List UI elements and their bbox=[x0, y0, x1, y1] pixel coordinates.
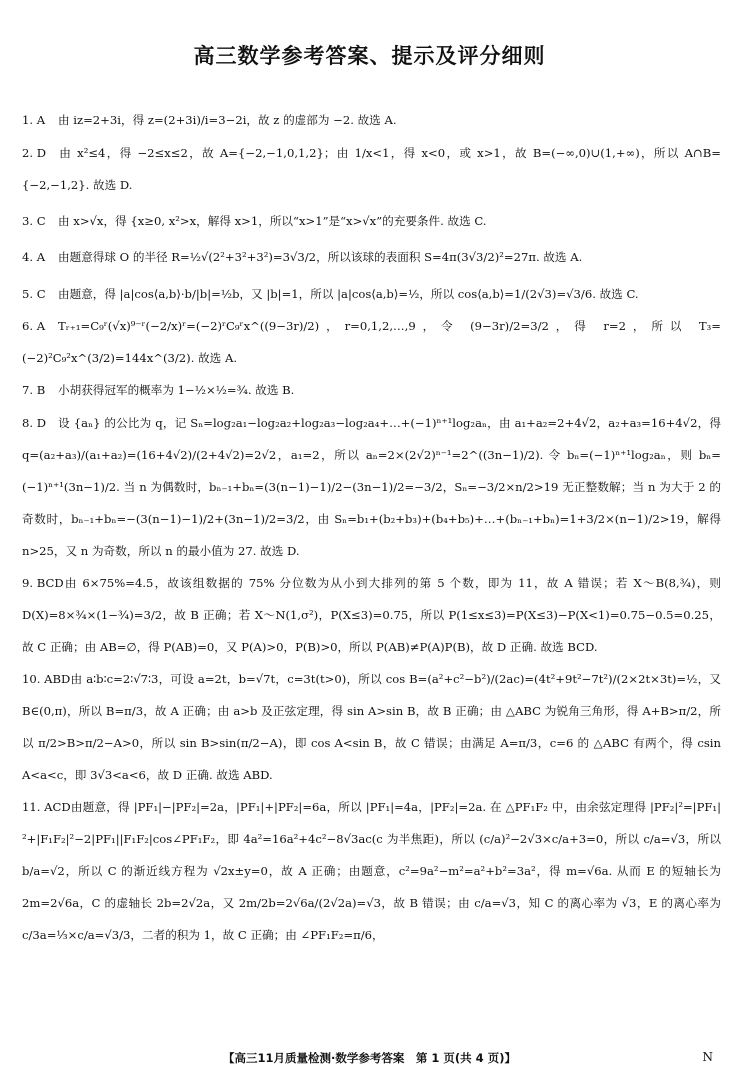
answer-item-5 bbox=[22, 278, 721, 311]
answer-number: 6. A bbox=[22, 319, 46, 333]
answer-text: 由 x>√x，得 {x≥0, x²>x，解得 x>1，所以“x>1”是“x>√x”的充要条件. 故选 C. bbox=[58, 213, 487, 228]
answer-text: 由题意得球 O 的半径 R=½√(2²+3²+3²)=3√3/2，所以该球的表面积 S=4π(3√3/2)²=27π. 故选 A. bbox=[58, 250, 583, 264]
answer-text: Tᵣ₊₁=C₉ʳ(√x)⁹⁻ʳ(−2/x)ʳ=(−2)ʳC₉ʳx^((9−3r)/2)，r=0,1,2,…,9，令 (9−3r)/2=3/2，得 r=2，所以 T₃=(−2)²C₉²x^(3/2)=144x^(3/2). 故选 A. bbox=[22, 319, 721, 365]
answer-number: 7. B bbox=[22, 383, 46, 397]
page-title: 高三数学参考答案、提示及评分细则 bbox=[193, 44, 546, 68]
answer-text: 设 {aₙ} 的公比为 q，记 Sₙ=log₂a₁−log₂a₂+log₂a₃−log₂a₄+…+(−1)ⁿ⁺¹log₂aₙ，由 a₁+a₂=2+4√2，a₂+a₃=16+4√2，得 q=(a₂+a₃)/(a₁+a₂)=(16+4√2)/(2+4√2)=2√2，a₁=2，所以 aₙ=2×(2√2)ⁿ⁻¹=2^((3n−1)/2). 令 bₙ=(−1)ⁿ⁺¹log₂aₙ，则 bₙ=(−1)ⁿ⁺¹(3n−1)/2. 当 n 为偶数时，bₙ₋₁+bₙ=(3(n−1)−1)/2−(3n−1)/2=−3/2，Sₙ=−3/2×n/2>19 无正整数解；当 n 为大于 2 的奇数时，bₙ₋₁+bₙ=−(3(n−1)−1)/2+(3n−1)/2=3/2，由 Sₙ=b₁+(b₂+b₃)+(b₄+b₅)+…+(bₙ₋₁+bₙ)=1+3/2×(n−1)/2>19，解得 n>25，又 n 为奇数，所以 n 的最小值为 27. 故选 D. bbox=[22, 415, 721, 558]
answer-number: 3. C bbox=[22, 213, 46, 228]
answer-item-11 bbox=[22, 791, 721, 951]
answer-item-7 bbox=[22, 374, 721, 407]
answer-number: 8. D bbox=[22, 415, 47, 430]
page-footer: 【高三11月质量检测·数学参考答案 第 1 页(共 4 页)】 bbox=[223, 1051, 516, 1065]
answer-item-2 bbox=[22, 137, 721, 201]
answer-text: 由 6×75%=4.5，故该组数据的 75% 分位数为从小到大排列的第 5 个数，即为 11，故 A 错误；若 X～B(8,¾)，则 D(X)=8×¾×(1−¾)=3/2，故 B 正确；若 X～N(1,σ²)，P(X≤3)=0.75，所以 P(1≤x≤3)=P(X≤3)−P(X<1)=0.75−0.5=0.25，故 C 正确；由 AB=∅，得 P(AB)=0，又 P(A)>0，P(B)>0，所以 P(AB)≠P(A)P(B)，故 D 正确. 故选 BCD. bbox=[22, 575, 721, 654]
answer-number: 5. C bbox=[22, 286, 46, 301]
answer-number: 2. D bbox=[22, 145, 47, 160]
answer-number: 4. A bbox=[22, 250, 46, 264]
answer-number: 11. ACD bbox=[22, 799, 71, 814]
answer-item-10 bbox=[22, 663, 721, 791]
answer-number: 9. BCD bbox=[22, 575, 64, 590]
answer-text: 小胡获得冠军的概率为 1−½×½=¾. 故选 B. bbox=[58, 383, 295, 397]
answer-item-8 bbox=[22, 407, 721, 567]
answer-item-4 bbox=[22, 241, 721, 274]
answer-list bbox=[22, 104, 721, 951]
answer-text: 由 a∶b∶c=2∶√7∶3，可设 a=2t，b=√7t，c=3t(t>0)，所以 cos B=(a²+c²−b²)/(2ac)=(4t²+9t²−7t²)/(2×2t×3t)=½，又 B∈(0,π)，所以 B=π/3，故 A 正确；由 a>b 及正弦定理，得 sin A>sin B，故 B 正确；由 △ABC 为锐角三角形，得 A+B>π/2，所以 π/2>B>π/2−A>0，所以 sin B>sin(π/2−A)，即 cos A<sin B，故 C 错误；由满足 A=π/3，c=6 的 △ABC 有两个，得 csin A<a<c，即 3√3<a<6，故 D 正确. 故选 ABD. bbox=[22, 671, 721, 782]
answer-item-9 bbox=[22, 567, 721, 663]
answer-text: 由题意，得 |PF₁|−|PF₂|=2a，|PF₁|+|PF₂|=6a，所以 |PF₁|=4a，|PF₂|=2a. 在 △PF₁F₂ 中，由余弦定理得 |PF₂|²=|PF₁|²+|F₁F₂|²−2|PF₁||F₁F₂|cos∠PF₁F₂，即 4a²=16a²+4c²−8√3ac(c 为半焦距)，所以 (c/a)²−2√3×c/a+3=0，所以 c/a=√3，所以 b/a=√2，所以 C 的渐近线方程为 √2x±y=0，故 A 正确；由题意，c²=9a²−m²=a²+b²=3a²，得 m=√6a. 从而 E 的短轴长为 2m=2√6a，C 的虚轴长 2b=2√2a，又 2m/2b=2√6a/(2√2a)=√3，故 B 错误；由 c/a=√3，知 C 的离心率为 √3，E 的离心率为 c/3a=⅓×c/a=√3/3，二者的积为 1，故 C 正确；由 ∠PF₁F₂=π/6， bbox=[22, 799, 721, 942]
answer-text: 由 iz=2+3i，得 z=(2+3i)/i=3−2i，故 z 的虚部为 −2. 故选 A. bbox=[58, 113, 397, 127]
answer-item-6 bbox=[22, 310, 721, 374]
answer-item-1 bbox=[22, 104, 721, 137]
answer-item-3 bbox=[22, 205, 721, 238]
page-mark: N bbox=[702, 1050, 713, 1064]
answer-text: 由题意，得 |a|cos⟨a,b⟩·b/|b|=½b，又 |b|=1，所以 |a|cos⟨a,b⟩=½，所以 cos⟨a,b⟩=1/(2√3)=√3/6. 故选 C. bbox=[58, 286, 639, 301]
answer-number: 10. ABD bbox=[22, 671, 71, 686]
answer-number: 1. A bbox=[22, 113, 46, 127]
answer-text: 由 x²≤4，得 −2≤x≤2，故 A={−2,−1,0,1,2}；由 1/x<1，得 x<0，或 x>1，故 B=(−∞,0)∪(1,+∞)，所以 A∩B={−2,−1,2}. 故选 D. bbox=[22, 145, 721, 192]
